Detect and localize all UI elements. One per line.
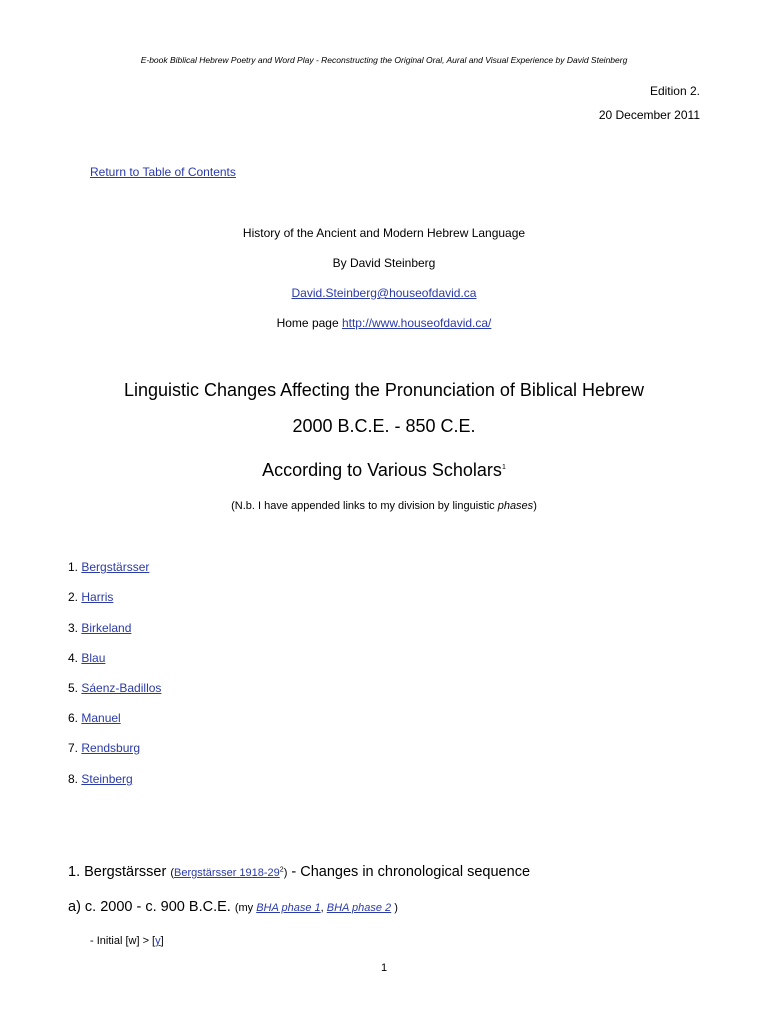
scholar-link-rendsburg[interactable]: Rendsburg	[81, 741, 141, 755]
section-ref-group	[170, 867, 287, 879]
list-number: 8.	[68, 772, 79, 786]
return-toc-link[interactable]: Return to Table of Contents	[90, 165, 236, 179]
paren-open: (	[170, 867, 175, 879]
edition-date: 20 December 2011	[598, 108, 700, 122]
page-number: 1	[380, 962, 388, 974]
section-heading-suffix: - Changes in chronological sequence	[287, 864, 531, 880]
list-item	[68, 560, 149, 574]
title-note	[0, 500, 768, 512]
footnote-marker[interactable]: 1	[501, 464, 506, 471]
list-number: 3.	[68, 621, 79, 635]
return-toc-link-wrapper	[90, 165, 236, 179]
paren-open: (my	[234, 902, 257, 914]
list-number: 7.	[68, 741, 79, 755]
homepage-label: Home page	[276, 316, 342, 330]
author-line: By David Steinberg	[332, 256, 436, 270]
list-item	[68, 681, 161, 695]
email-link[interactable]: David.Steinberg@houseofdavid.ca	[291, 286, 477, 300]
scholar-link-saenz-badillos[interactable]: Sáenz-Badillos	[81, 681, 162, 695]
list-item	[68, 651, 105, 665]
scholar-link-harris[interactable]: Harris	[81, 590, 114, 604]
y-link[interactable]: y	[155, 935, 161, 947]
list-item	[68, 590, 113, 604]
scholar-link-bergstrasser[interactable]: Bergstärsser	[81, 560, 150, 574]
list-item	[68, 621, 131, 635]
note-suffix: )	[533, 500, 537, 512]
list-number: 6.	[68, 711, 79, 725]
bergstrasser-ref-link[interactable]: Bergstärsser 1918-29	[174, 867, 280, 879]
footnote-marker[interactable]: 2	[279, 866, 284, 874]
change-bullet	[90, 935, 164, 947]
scholar-link-birkeland[interactable]: Birkeland	[81, 621, 132, 635]
email-wrapper	[0, 286, 768, 300]
separator: ,	[320, 902, 327, 914]
bha-phase-1-link[interactable]: BHA phase 1	[256, 902, 321, 914]
section-heading-prefix: 1. Bergstärsser	[68, 864, 171, 880]
edition-label: Edition 2.	[649, 84, 700, 98]
phase-links-group	[235, 902, 398, 914]
subsection-heading-a	[68, 899, 398, 915]
list-number: 4.	[68, 651, 79, 665]
bullet-prefix: - Initial [w] > [	[90, 935, 156, 947]
list-item	[68, 711, 121, 725]
scholar-link-blau[interactable]: Blau	[81, 651, 106, 665]
list-number: 2.	[68, 590, 79, 604]
document-subtitle: History of the Ancient and Modern Hebrew Language	[242, 226, 526, 240]
subsection-prefix: a) c. 2000 - c. 900 B.C.E.	[68, 899, 235, 915]
main-title-line2: 2000 B.C.E. - 850 C.E.	[292, 416, 476, 436]
bha-phase-2-link[interactable]: BHA phase 2	[326, 902, 392, 914]
note-italic: phases	[497, 500, 534, 512]
homepage-line	[0, 316, 768, 330]
scholar-link-steinberg[interactable]: Steinberg	[81, 772, 133, 786]
bullet-suffix: ]	[160, 935, 164, 947]
homepage-link[interactable]: http://www.houseofdavid.ca/	[341, 316, 492, 330]
section-heading-bergstrasser	[68, 864, 530, 880]
scholar-link-manuel[interactable]: Manuel	[81, 711, 121, 725]
note-prefix: (N.b. I have appended links to my division by linguistic	[231, 500, 498, 512]
running-header: E-book Biblical Hebrew Poetry and Word Play - Reconstructing the Original Oral, Aural and Visual Experience by David Steinberg	[140, 55, 628, 65]
list-item	[68, 741, 140, 755]
paren-close: )	[391, 902, 398, 914]
main-title-line1: Linguistic Changes Affecting the Pronunciation of Biblical Hebrew	[124, 380, 644, 400]
title-according-text: According to Various Scholars	[262, 460, 502, 480]
list-number: 5.	[68, 681, 79, 695]
paren-close: )	[283, 867, 288, 879]
list-item	[68, 772, 133, 786]
main-title-line3	[0, 460, 768, 481]
list-number: 1.	[68, 560, 79, 574]
